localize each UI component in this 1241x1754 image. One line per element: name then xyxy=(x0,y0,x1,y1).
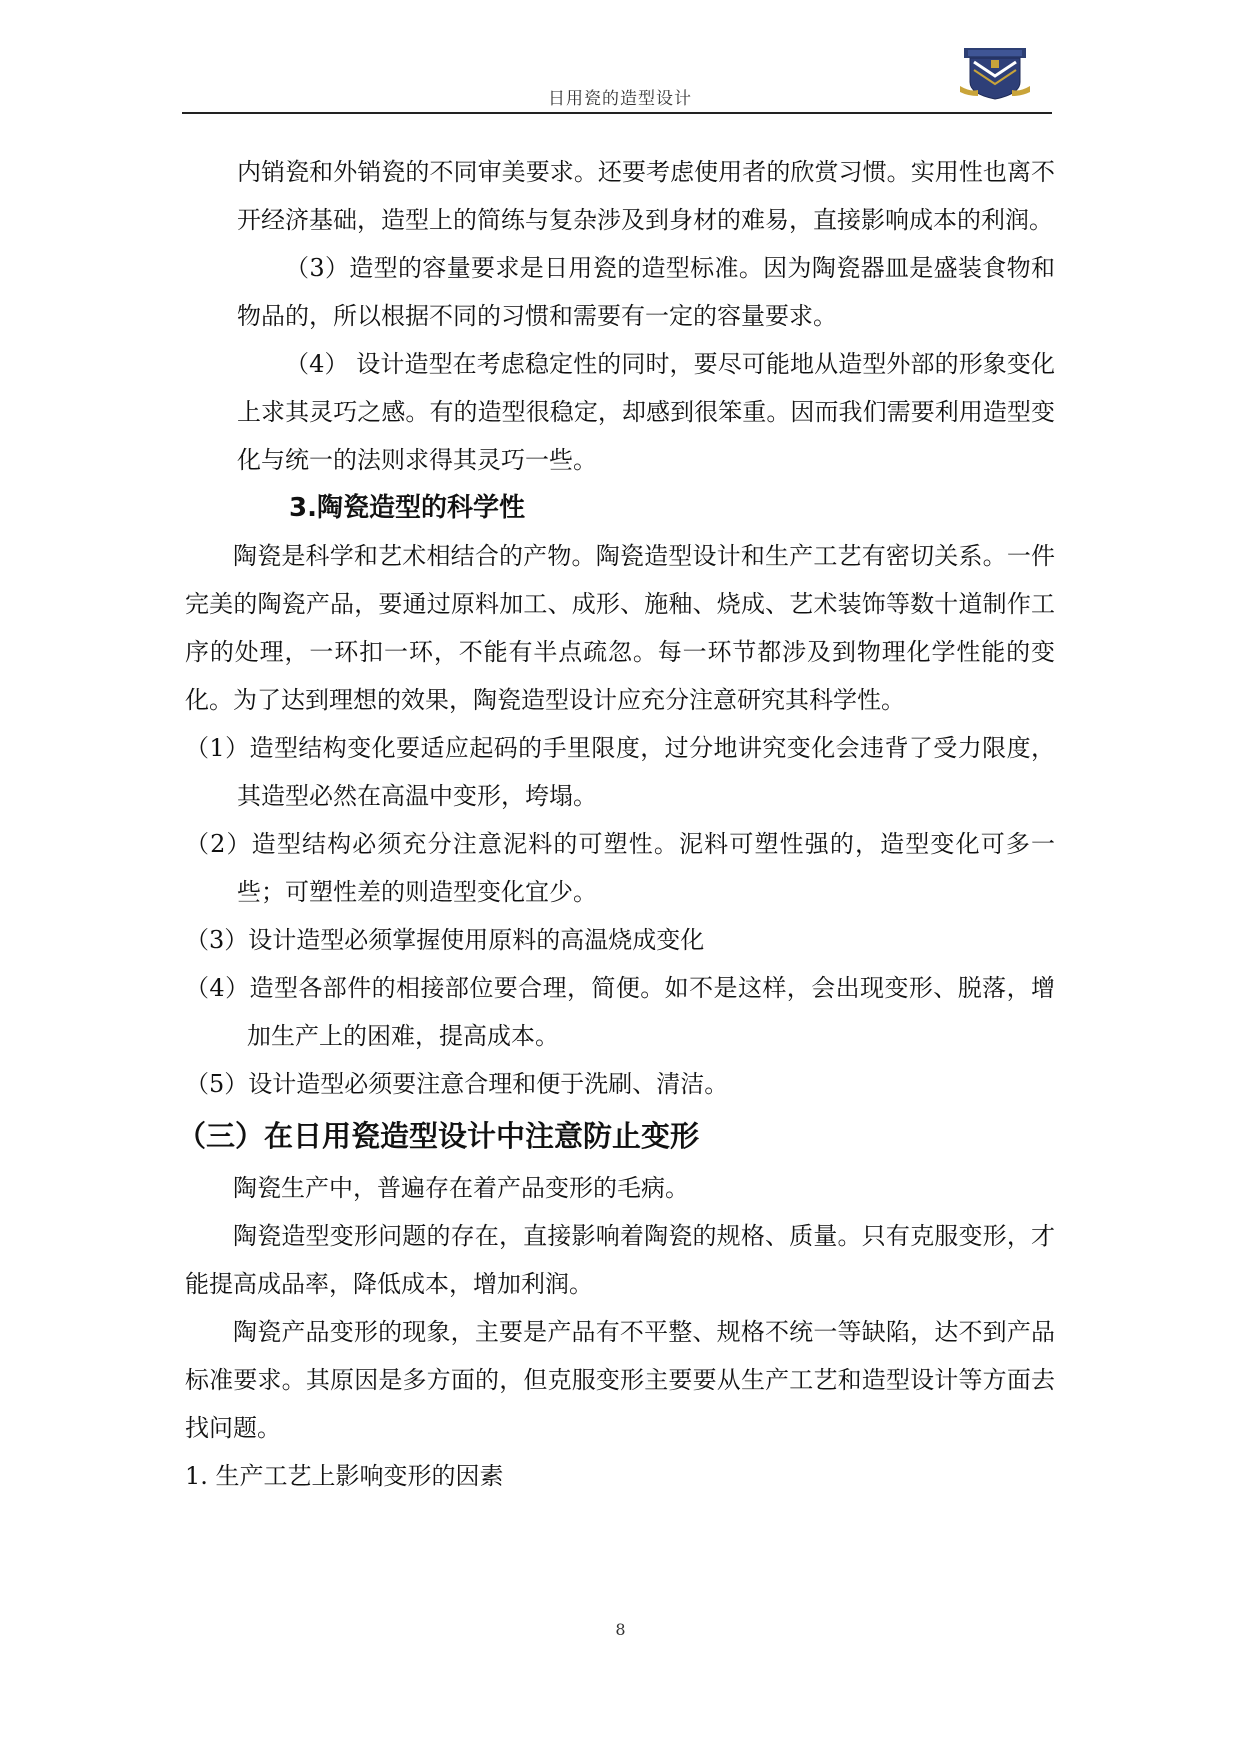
requirement-item-3: （3）造型的容量要求是日用瓷的造型标准。因为陶瓷器皿是盛装食物和物品的，所以根据不同的习惯和需要有一定的容量要求。 xyxy=(237,254,1055,330)
section-heading-2: （三）在日用瓷造型设计中注意防止变形 xyxy=(177,1119,700,1153)
page-number: 8 xyxy=(615,1620,626,1639)
page-body xyxy=(177,148,1055,1500)
sub-heading: 1. 生产工艺上影响变形的因素 xyxy=(185,1462,504,1490)
science-list-item-4: （4）造型各部件的相接部位要合理，简便。如不是这样，会出现变形、脱落，增加生产上的困难，提高成本。 xyxy=(185,974,1055,1050)
science-list-item-3: （3）设计造型必须掌握使用原料的高温烧成变化 xyxy=(185,926,705,954)
science-list-item-5: （5）设计造型必须要注意合理和便于洗刷、清洁。 xyxy=(185,1070,729,1098)
deformation-paragraph-2: 陶瓷造型变形问题的存在，直接影响着陶瓷的规格、质量。只有克服变形，才能提高成品率，降低成本，增加利润。 xyxy=(185,1222,1055,1298)
science-list-item-2: （2）造型结构必须充分注意泥料的可塑性。泥料可塑性强的，造型变化可多一些；可塑性差的则造型变化宜少。 xyxy=(185,830,1055,906)
section-heading-3: 3.陶瓷造型的科学性 xyxy=(289,493,525,523)
science-paragraph: 陶瓷是科学和艺术相结合的产物。陶瓷造型设计和生产工艺有密切关系。一件完美的陶瓷产品，要通过原料加工、成形、施釉、烧成、艺术装饰等数十道制作工序的处理，一环扣一环，不能有半点疏忽。每一环节都涉及到物理化学性能的变化。为了达到理想的效果，陶瓷造型设计应充分注意研究其科学性。 xyxy=(185,542,1055,714)
university-crest-icon xyxy=(960,46,1030,100)
running-header-title: 日用瓷的造型设计 xyxy=(548,89,692,109)
requirement-item-4: （4） 设计造型在考虑稳定性的同时，要尽可能地从造型外部的形象变化上求其灵巧之感。有的造型很稳定，却感到很笨重。因而我们需要利用造型变化与统一的法则求得其灵巧一些。 xyxy=(237,350,1055,474)
continued-paragraph: 内销瓷和外销瓷的不同审美要求。还要考虑使用者的欣赏习惯。实用性也离不开经济基础，造型上的简练与复杂涉及到身材的难易，直接影响成本的利润。 xyxy=(237,158,1055,234)
science-list-item-1: （1）造型结构变化要适应起码的手里限度，过分地讲究变化会违背了受力限度，其造型必然在高温中变形，垮塌。 xyxy=(185,734,1055,810)
deformation-paragraph-3: 陶瓷产品变形的现象，主要是产品有不平整、规格不统一等缺陷，达不到产品标准要求。其原因是多方面的，但克服变形主要要从生产工艺和造型设计等方面去找问题。 xyxy=(185,1318,1055,1442)
deformation-paragraph-1: 陶瓷生产中，普遍存在着产品变形的毛病。 xyxy=(233,1174,689,1202)
header-divider xyxy=(182,112,1052,114)
